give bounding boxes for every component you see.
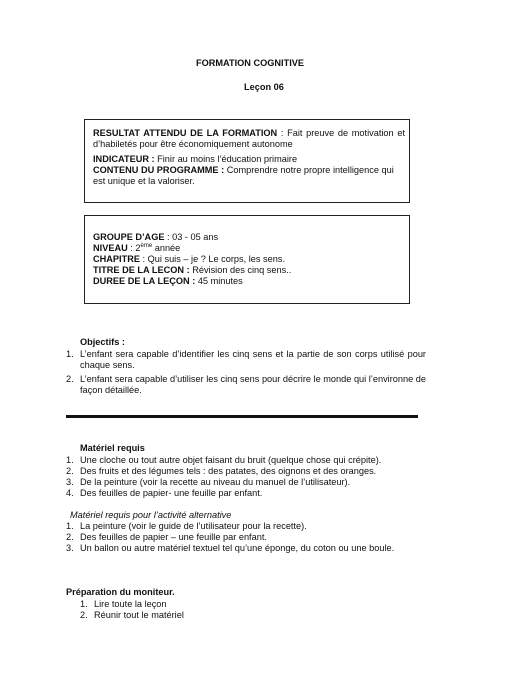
contenu-label: CONTENU DU PROGRAMME : bbox=[93, 165, 225, 175]
preparation-heading: Préparation du moniteur. bbox=[66, 587, 175, 597]
groupe-line bbox=[93, 232, 218, 243]
indicateur-line bbox=[93, 154, 405, 165]
contenu-text: Comprendre notre propre intelligence qui est unique et la valoriser. bbox=[93, 165, 394, 186]
niveau-line bbox=[93, 243, 180, 254]
alternative-heading: Matériel requis pour l’activité alternative bbox=[70, 510, 232, 520]
objectifs-heading: Objectifs : bbox=[80, 337, 125, 347]
list-item: L’enfant sera capable d’utiliser les cinq sens pour décrire le monde qui l’environne de façon détaillée. bbox=[80, 374, 426, 395]
list-item-number: 1. bbox=[66, 521, 74, 531]
chapitre-text: : Qui suis – je ? Le corps, les sens. bbox=[139, 254, 285, 264]
list-item-number: 3. bbox=[66, 477, 74, 487]
list-item: La peinture (voir le guide de l’utilisateur pour la recette). bbox=[80, 521, 307, 531]
titre-label: TITRE DE LA LECON : bbox=[93, 265, 190, 275]
list-item-number: 2. bbox=[66, 466, 74, 476]
list-item-number: 4. bbox=[66, 488, 74, 498]
list-item-number: 2. bbox=[66, 532, 74, 542]
list-item: Des feuilles de papier- une feuille par enfant. bbox=[80, 488, 263, 498]
niveau-label: NIVEAU bbox=[93, 243, 128, 253]
duree-text: 45 minutes bbox=[195, 276, 243, 286]
indicateur-label: INDICATEUR : bbox=[93, 154, 155, 164]
duree-line bbox=[93, 276, 243, 287]
list-item-number: 3. bbox=[66, 543, 74, 553]
list-item: Réunir tout le matériel bbox=[94, 610, 184, 620]
list-item: Un ballon ou autre matériel textuel tel qu’une éponge, du coton ou une boule. bbox=[80, 543, 395, 553]
lesson-number: Leçon 06 bbox=[244, 82, 284, 92]
chapitre-label: CHAPITRE bbox=[93, 254, 140, 264]
list-item-number: 2. bbox=[80, 610, 88, 620]
list-item: De la peinture (voir la recette au niveau du manuel de l’utilisateur). bbox=[80, 477, 351, 487]
groupe-text: : 03 - 05 ans bbox=[164, 232, 219, 242]
resultat-line bbox=[93, 128, 405, 150]
list-item-number: 1. bbox=[66, 349, 74, 359]
titre-line bbox=[93, 265, 291, 276]
list-item-number: 2. bbox=[66, 374, 74, 384]
document-title: FORMATION COGNITIVE bbox=[196, 58, 305, 68]
niveau-text-post: année bbox=[152, 243, 181, 253]
groupe-label: GROUPE D’AGE bbox=[93, 232, 165, 242]
section-divider bbox=[66, 415, 418, 418]
resultat-text: : Fait preuve de motivation et d’habiletés pour être économiquement autonome bbox=[93, 128, 405, 149]
list-item: Des feuilles de papier – une feuille par enfant. bbox=[80, 532, 267, 542]
titre-text: Révision des cinq sens.. bbox=[189, 265, 292, 275]
program-info-box bbox=[84, 119, 410, 203]
resultat-label: RESULTAT ATTENDU DE LA FORMATION bbox=[93, 128, 278, 138]
list-item-number: 1. bbox=[80, 599, 88, 609]
list-item: Des fruits et des légumes tels : des patates, des oignons et des oranges. bbox=[80, 466, 377, 476]
niveau-text: : 2 bbox=[127, 243, 141, 253]
list-item: Une cloche ou tout autre objet faisant du bruit (quelque chose qui crépite). bbox=[80, 455, 382, 465]
list-item-number: 1. bbox=[66, 455, 74, 465]
niveau-superscript: ème bbox=[140, 242, 153, 249]
contenu-line bbox=[93, 165, 405, 187]
list-item: Lire toute la leçon bbox=[94, 599, 167, 609]
chapitre-line bbox=[93, 254, 285, 265]
lesson-details-box bbox=[84, 215, 410, 304]
indicateur-text: Finir au moins l’éducation primaire bbox=[154, 154, 298, 164]
materiel-heading: Matériel requis bbox=[80, 443, 145, 453]
list-item: L’enfant sera capable d’identifier les cinq sens et la partie de son corps utilisé pour chaque sens. bbox=[80, 349, 426, 370]
duree-label: DUREE DE LA LEÇON : bbox=[93, 276, 196, 286]
